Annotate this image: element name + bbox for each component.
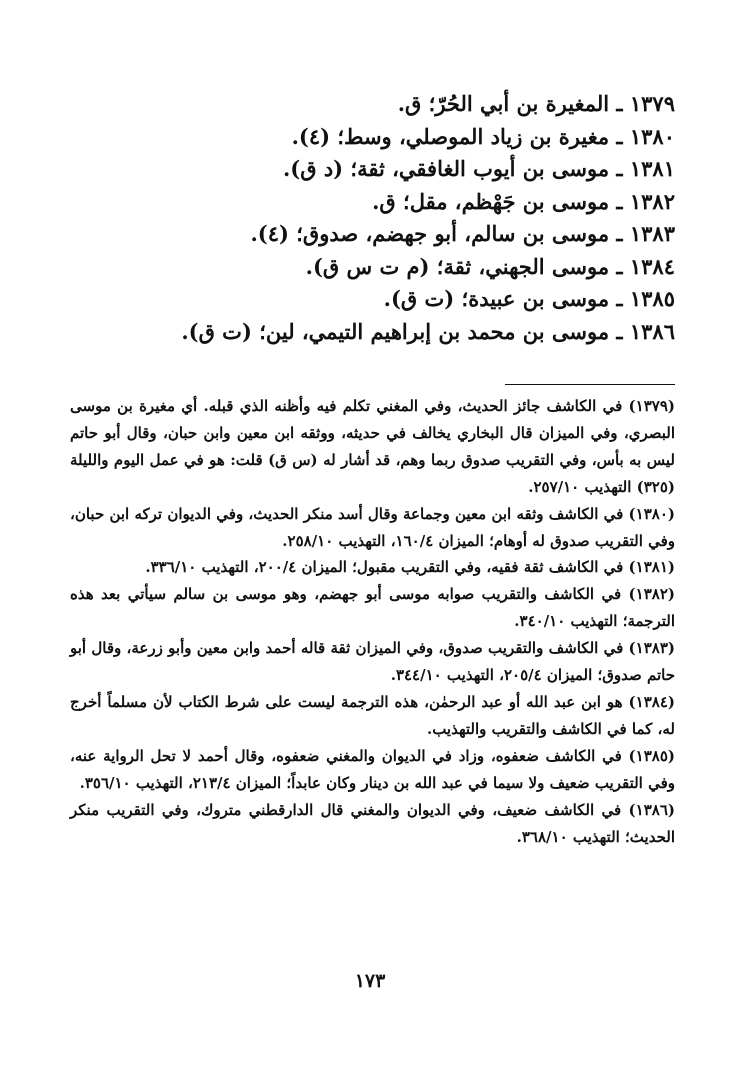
entry-1380: ١٣٨٠ ـ مغيرة بن زياد الموصلي، وسط؛ (٤). bbox=[291, 123, 675, 149]
footnote-1386: (١٣٨٦) في الكاشف ضعيف، وفي الديوان والمغني قال الدارقطني متروك، وفي التقريب منكر الحديث؛ التهذيب ٣٦٨/١٠. bbox=[70, 800, 675, 846]
entry-1385: ١٣٨٥ ـ موسى بن عبيدة؛ (ت ق). bbox=[383, 286, 675, 311]
entries-list bbox=[115, 88, 675, 348]
footnote-1381: (١٣٨١) في الكاشف ثقة فقيه، وفي التقريب مقبول؛ الميزان ٢٠٠/٤، التهذيب ٣٣٦/١٠. bbox=[145, 558, 675, 577]
footnote-1383: (١٣٨٣) في الكاشف والتقريب صدوق، وفي الميزان ثقة قاله أحمد وابن معين وأبو زرعة، وقال أبو حاتم صدوق؛ الميزان ٢٠٥/٤، التهذيب ٣٤٤/١٠. bbox=[70, 639, 675, 685]
footnote-1384: (١٣٨٤) هو ابن عبد الله أو عبد الرحمٰن، هذه الترجمة ليست على شرط الكتاب لأن مسلماً أخرج له، كما في الكاشف والتقريب والتهذيب. bbox=[70, 692, 675, 738]
entry-1381: ١٣٨١ ـ موسى بن أيوب الغافقي، ثقة؛ (د ق). bbox=[282, 156, 675, 181]
footnote-1379: (١٣٧٩) في الكاشف جائز الحديث، وفي المغني تكلم فيه وأظنه الذي قبله. أي مغيرة بن موسى البصري، وفي الميزان قال البخاري يخالف في حديثه، ووثقه ابن معين وابن حبان، وقال أبو حاتم ليس به بأس، وفي التقريب صدوق ربما وهم، قد أشار له (س ق) قلت: هو في عمل اليوم والليلة (٣٢٥) التهذيب ٢٥٧/١٠. bbox=[70, 397, 675, 496]
entry-1383: ١٣٨٣ ـ موسى بن سالم، أبو جهضم، صدوق؛ (٤). bbox=[250, 221, 675, 246]
entry-1386: ١٣٨٦ ـ موسى بن محمد بن إبراهيم التيمي، لين؛ (ت ق). bbox=[181, 318, 675, 344]
footnote-1380: (١٣٨٠) في الكاشف وثقه ابن معين وجماعة وقال أسد منكر الحديث، وفي الديوان تركه ابن حبان، وفي التقريب صدوق له أوهام؛ الميزان ١٦٠/٤، التهذيب ٢٥٨/١٠. bbox=[70, 504, 675, 550]
entry-1384: ١٣٨٤ ـ موسى الجهني، ثقة؛ (م ت س ق). bbox=[305, 253, 675, 279]
footnote-1382: (١٣٨٢) في الكاشف والتقريب صوابه موسى أبو جهضم، وهو موسى بن سالم سيأتي بعد هذه الترجمة؛ التهذيب ٣٤٠/١٠. bbox=[70, 585, 675, 631]
footnote-1385: (١٣٨٥) في الكاشف ضعفوه، وزاد في الديوان والمغني ضعفوه، وقال أحمد لا تحل الرواية عنه، وفي التقريب ضعيف ولا سيما في عبد الله بن دينار وكان عابداً؛ الميزان ٢١٣/٤، التهذيب ٣٥٦/١٠. bbox=[70, 746, 675, 792]
page-number: ١٧٣ bbox=[354, 970, 386, 992]
footnotes bbox=[70, 393, 675, 850]
entry-1379: ١٣٧٩ ـ المغيرة بن أبي الحُرّ؛ ق. bbox=[397, 91, 675, 116]
entry-1382: ١٣٨٢ ـ موسى بن جَهْظم، مقل؛ ق. bbox=[372, 188, 675, 214]
footnote-divider bbox=[505, 384, 675, 385]
